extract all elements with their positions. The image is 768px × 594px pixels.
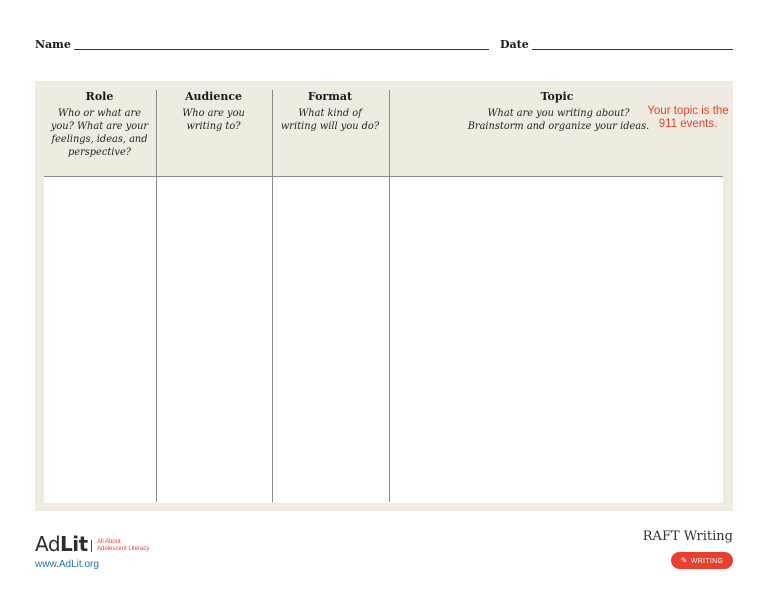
column-audience	[156, 89, 271, 176]
logo-tagline-line2: Adolescent Literacy	[97, 546, 150, 552]
logo-text-ad: Ad	[35, 532, 61, 556]
column-divider	[272, 90, 273, 502]
logo-divider	[91, 540, 92, 552]
badge-label: WRITING	[690, 558, 724, 565]
column-description: Who or what are you? What are your feelings, ideas, and perspective?	[50, 108, 149, 158]
column-divider	[389, 90, 390, 502]
logo-tagline-line1: All About	[97, 539, 121, 545]
topic-note: Your topic is the 911 events.	[647, 105, 729, 130]
header-fields	[35, 36, 733, 52]
date-field[interactable]	[532, 49, 733, 50]
column-description: What kind of writing will you do?	[280, 108, 380, 132]
column-title: Role	[85, 90, 114, 103]
column-title: Topic	[540, 90, 574, 103]
site-url-link[interactable]: www.AdLit.org	[35, 559, 99, 570]
raft-organizer	[35, 81, 733, 511]
name-label: Name	[35, 38, 71, 51]
organizer-writing-area[interactable]	[44, 176, 723, 503]
organizer-header	[44, 89, 729, 176]
logo-text-lit: Lit	[60, 532, 88, 556]
pencil-icon: ✎	[680, 556, 688, 565]
writing-badge	[671, 552, 733, 569]
column-description: Who are you writing to?	[182, 108, 245, 132]
date-label: Date	[500, 38, 529, 51]
column-title: Format	[307, 90, 353, 103]
column-description: What are you writing about? Brainstorm and organize your ideas.	[467, 108, 650, 132]
column-role	[44, 89, 155, 176]
name-field[interactable]	[74, 49, 489, 50]
column-divider	[156, 90, 157, 502]
logo-tagline	[97, 539, 149, 553]
page-title: RAFT Writing	[642, 529, 733, 544]
column-format	[272, 89, 388, 176]
column-title: Audience	[184, 90, 243, 103]
column-topic	[389, 89, 725, 176]
